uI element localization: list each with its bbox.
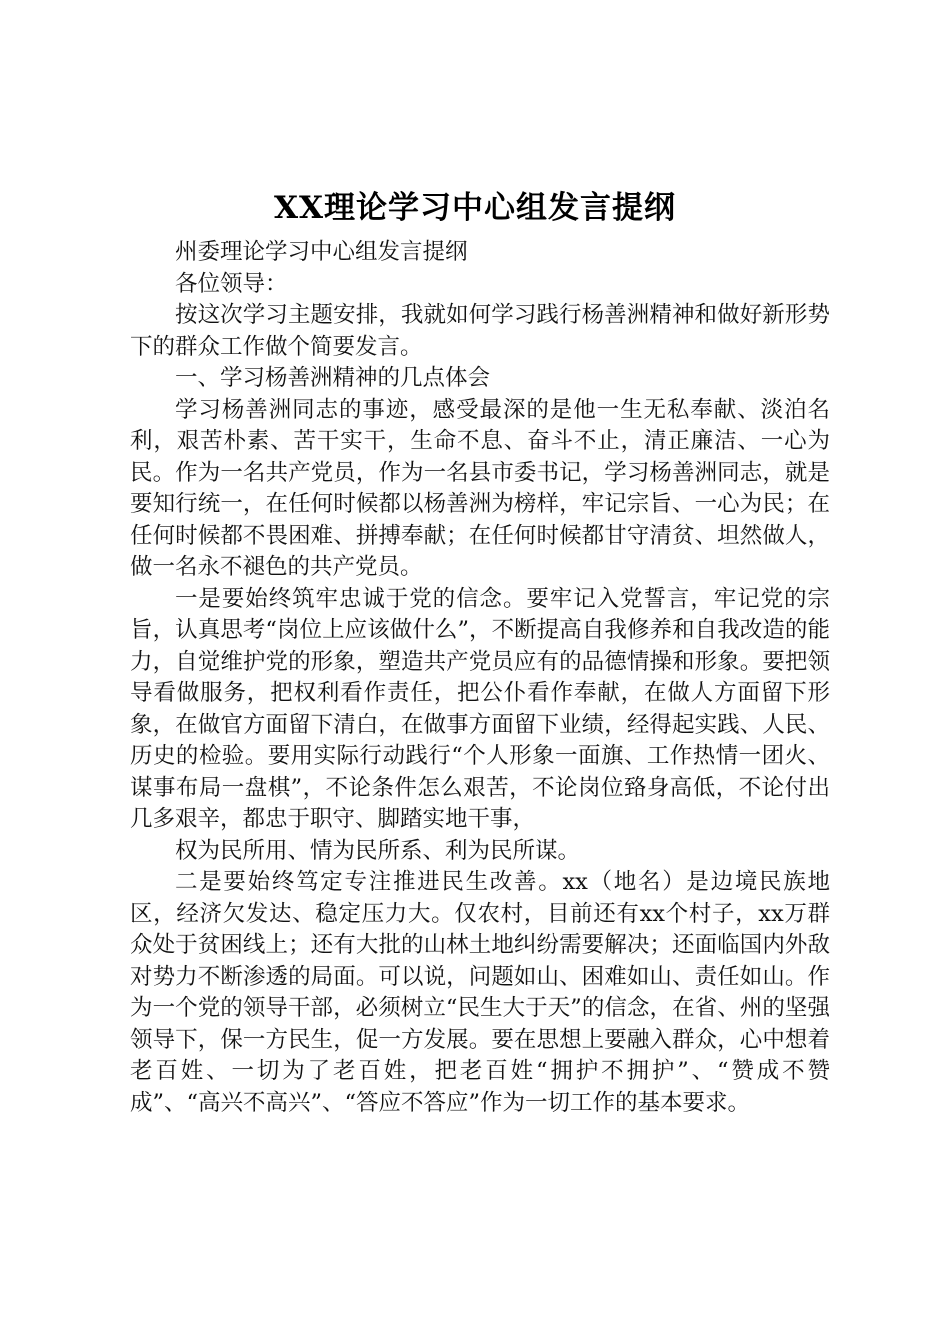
paragraph-salutation: 各位领导： xyxy=(175,270,288,297)
paragraph: 学习杨善洲同志的事迹，感受最深的是他一生无私奉献、淡泊名利，艰苦朴素、苦干实干，生命不息、奋斗不止，清正廉洁、一心为民。作为一名共产党员，作为一名县市委书记，学习杨善洲同志，就是要知行统一，在任何时候都以杨善洲为榜样，牢记宗旨、一心为民；在任何时候都不畏困难、拼搏奉献；在任何时候都甘守清贫、坦然做人，做一名永不褪色的共产党员。 xyxy=(130,396,830,580)
paragraph: 二是要始终笃定专注推进民生改善。xx（地名）是边境民族地区，经济欠发达、稳定压力大。仅农村，目前还有xx个村子，xx万群众处于贫困线上；还有大批的山林土地纠纷需要解决；还面临国内外敌对势力不断渗透的局面。可以说，问题如山、困难如山、责任如山。作为一个党的领导干部，必须树立“民生大于天”的信念，在省、州的坚强领导下，保一方民生，促一方发展。要在思想上要融入群众，心中想着老百姓、一切为了老百姓，把老百姓“拥护不拥护”、“赞成不赞成”、“高兴不高兴”、“答应不答应”作为一切工作的基本要求。 xyxy=(130,869,830,1116)
paragraph-intro: 按这次学习主题安排，我就如何学习践行杨善洲精神和做好新形势下的群众工作做个简要发言。 xyxy=(130,302,830,360)
document-title: XX理论学习中心组发言提纲 xyxy=(273,190,677,226)
paragraph-subtitle: 州委理论学习中心组发言提纲 xyxy=(175,239,468,265)
section-heading-1: 一、学习杨善洲精神的几点体会 xyxy=(175,365,491,391)
paragraph: 权为民所用、情为民所系、利为民所谋。 xyxy=(175,837,581,864)
paragraph: 一是要始终筑牢忠诚于党的信念。要牢记入党誓言，牢记党的宗旨，认真思考“岗位上应该做什么”，不断提高自我修养和自我改造的能力，自觉维护党的形象，塑造共产党员应有的品德情操和形象。要把领导看做服务，把权利看作责任，把公仆看作奉献，在做人方面留下形象，在做官方面留下清白，在做事方面留下业绩，经得起实践、人民、历史的检验。要用实际行动践行“个人形象一面旗、工作热情一团火、谋事布局一盘棋”，不论条件怎么艰苦，不论岗位臵身高低，不论付出几多艰辛，都忠于职守、脚踏实地干事， xyxy=(130,585,830,832)
document-body xyxy=(130,237,830,1119)
